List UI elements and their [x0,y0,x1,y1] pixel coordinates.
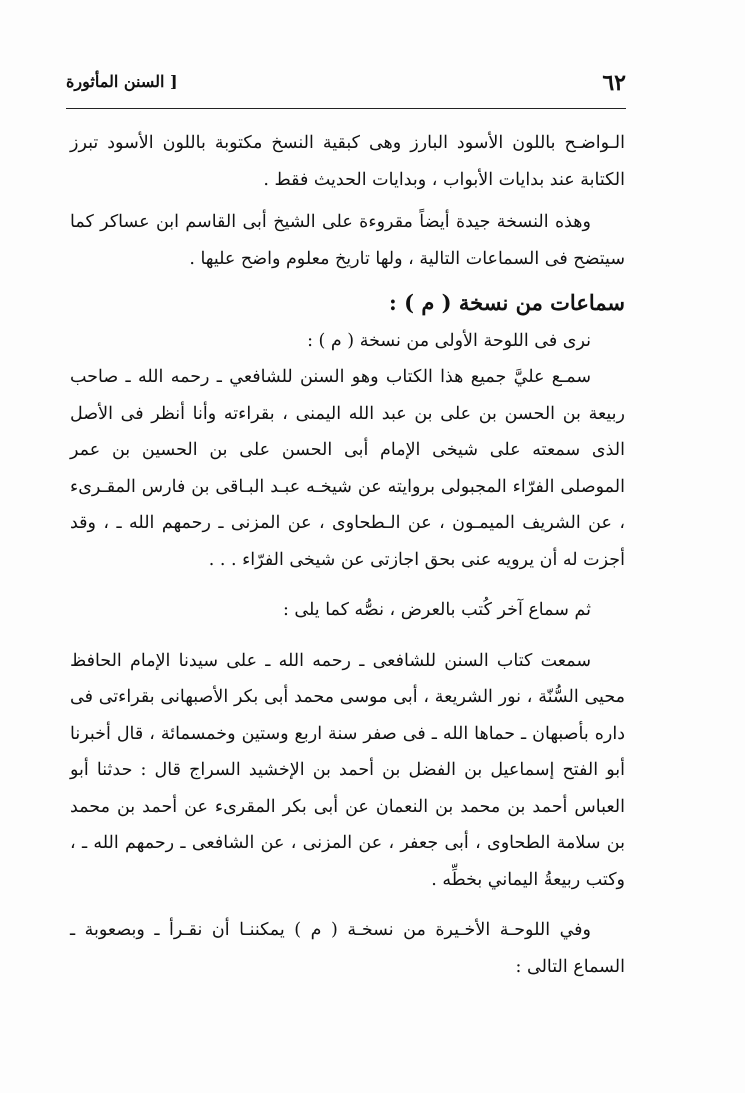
running-title: [ السنن المأثورة [66,72,178,91]
paragraph-3: نرى فى اللوحة الأولى من نسخة ( م ) : [307,331,591,351]
paragraph-7: وفي اللوحـة الأخـيرة من نسخـة ( م ) يمكننـا أن نقـرأ ـ وبصعوبة ـ السماع التالى : [70,920,625,977]
running-header [66,70,626,110]
paragraph-4: سمـع عليَّ جميع هذا الكتاب وهو السنن للشافعي ـ رحمه الله ـ صاحب ربيعة بن الحسن بن على بن عبد الله اليمنى ، بقراءته وأنا أنظر فى الأصل الذى سمعته على شيخى الإمام أبى الحسن على بن الحسين بن عمر الموصلى الفرّاء المجبولى بروايته عن شيخـه عبـد البـاقى بن فارس المقـرىء ، عن الشريف الميمـون ، عن الـطحاوى ، عن المزنى ـ رحمهم الله ـ ، وقد أجزت له أن يرويه عنى بحق اجازتى عن شيخى الفرّاء . . . [70,367,625,570]
page-number: ٦٢ [602,70,626,96]
paragraph-1: الـواضـح باللون الأسود البارز وهى كبقية النسخ مكتوبة باللون الأسود تبرز الكتابة عند بدايات الأبواب ، وبدايات الحديث فقط . [70,133,625,190]
body-text [70,125,625,985]
paragraph-6: سمعت كتاب السنن للشافعى ـ رحمه الله ـ على سيدنا الإمام الحافظ محيى السُّنّة ، نور الشريعة ، أبى موسى محمد أبى بكر الأصبهانى بقراءتى فى داره بأصبهان ـ حماها الله ـ فى صفر سنة اربع وستين وخمسمائة ، قال أخبرنا أبو الفتح إسماعيل بن الفضل بن أحمد بن الإخشيد السراج قال : حدثنا أبو العباس أحمد بن محمد بن النعمان عن أبى بكر المقرىء عن أحمد بن محمد بن سلامة الطحاوى ، أبى جعفر ، عن المزنى ، عن الشافعى ـ رحمهم الله ـ ، وكتب ربيعةُ اليماني بخطِّه . [70,650,625,890]
paragraph-5: ثم سماع آخر كُتب بالعرض ، نصُّه كما يلى : [282,600,591,620]
section-heading: سماعات من نسخة ( م ) : [389,290,625,315]
paragraph-2: وهذه النسخة جيدة أيضاً مقروءة على الشيخ أبى القاسم ابن عساكر كما سيتضح فى السماعات التالية ، ولها تاريخ معلوم واضح عليها . [70,212,625,269]
header-rule [66,108,626,109]
